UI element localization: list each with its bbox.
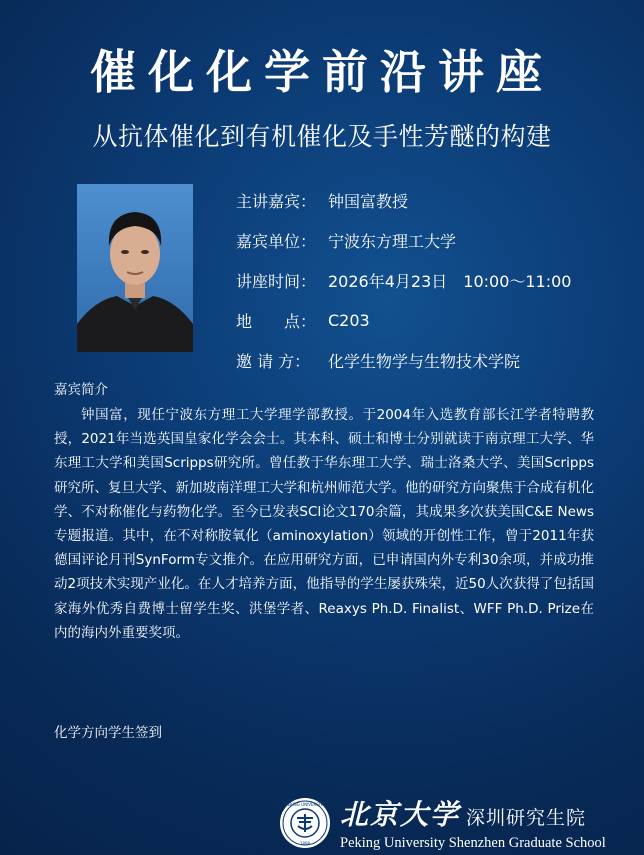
school-logo-cn: 北京大学: [340, 798, 461, 831]
lecture-title: 从抗体催化到有机催化及手性芳醚的构建: [92, 122, 552, 151]
speaker-value: 钟国富教授: [328, 191, 409, 211]
pku-seal-icon: [278, 796, 332, 850]
series-title: 催化化学前沿讲座: [90, 45, 554, 99]
affiliation-value: 宁波东方理工大学: [328, 231, 457, 251]
location-value: C203: [328, 310, 370, 330]
time-value: 2026年4月23日 10:00～11:00: [328, 271, 572, 291]
bio-heading: 嘉宾简介: [54, 382, 108, 398]
footer-text: [340, 793, 606, 852]
footer-logo: [278, 793, 606, 852]
location-label: 地 点：: [236, 311, 317, 331]
info-row-speaker: [236, 180, 571, 220]
seal-year: 1898: [299, 840, 311, 846]
host-value: 化学生物学与生物技术学院: [328, 351, 521, 371]
institute-en: Peking University Shenzhen Graduate School: [340, 835, 606, 851]
info-row-host: [236, 340, 571, 380]
info-row-time: [236, 260, 571, 300]
host-label: 邀 请 方：: [236, 351, 311, 371]
signin-label: 化学方向学生签到: [54, 725, 162, 741]
lecture-info: [236, 180, 571, 380]
bio-text: 钟国富，现任宁波东方理工大学理学部教授。于2004年入选教育部长江学者特聘教授，2021年当选英国皇家化学会会士。其本科、硕士和博士分别就读于南京理工大学、华东理工大学和美国Scripps研究所。曾任教于华东理工大学、瑞士洛桑大学、美国Scripps研究所、复旦大学、新加坡南洋理工大学和杭州师范大学。他的研究方向聚焦于合成有机化学、不对称催化与药物化学。至今已发表SCI论文170余篇，其成果多次获美国C&E News专题报道。其中，在不对称胺氧化（aminoxylation）领域的开创性工作，曾于2011年获德国评论月刊SynForm专文推介。在应用研究方面，已申请国内外专利30余项，并成功推动2项技术实现产业化。在人才培养方面，他指导的学生屡获殊荣，近50人次获得了包括国家海外优秀自费博士留学生奖、洪堡学者、Reaxys Ph.D. Finalist、WFF Ph.D. Prize在内的海内外重要奖项。: [54, 407, 594, 641]
time-label: 讲座时间：: [236, 271, 317, 291]
institute-cn: 深圳研究生院: [466, 807, 587, 829]
info-row-affiliation: [236, 220, 571, 260]
info-row-location: [236, 300, 571, 340]
speaker-photo: [77, 184, 193, 352]
speaker-label: 主讲嘉宾：: [236, 191, 317, 211]
seal-text: PEKING UNIVERSITY: [285, 801, 325, 807]
affiliation-label: 嘉宾单位：: [236, 231, 317, 251]
